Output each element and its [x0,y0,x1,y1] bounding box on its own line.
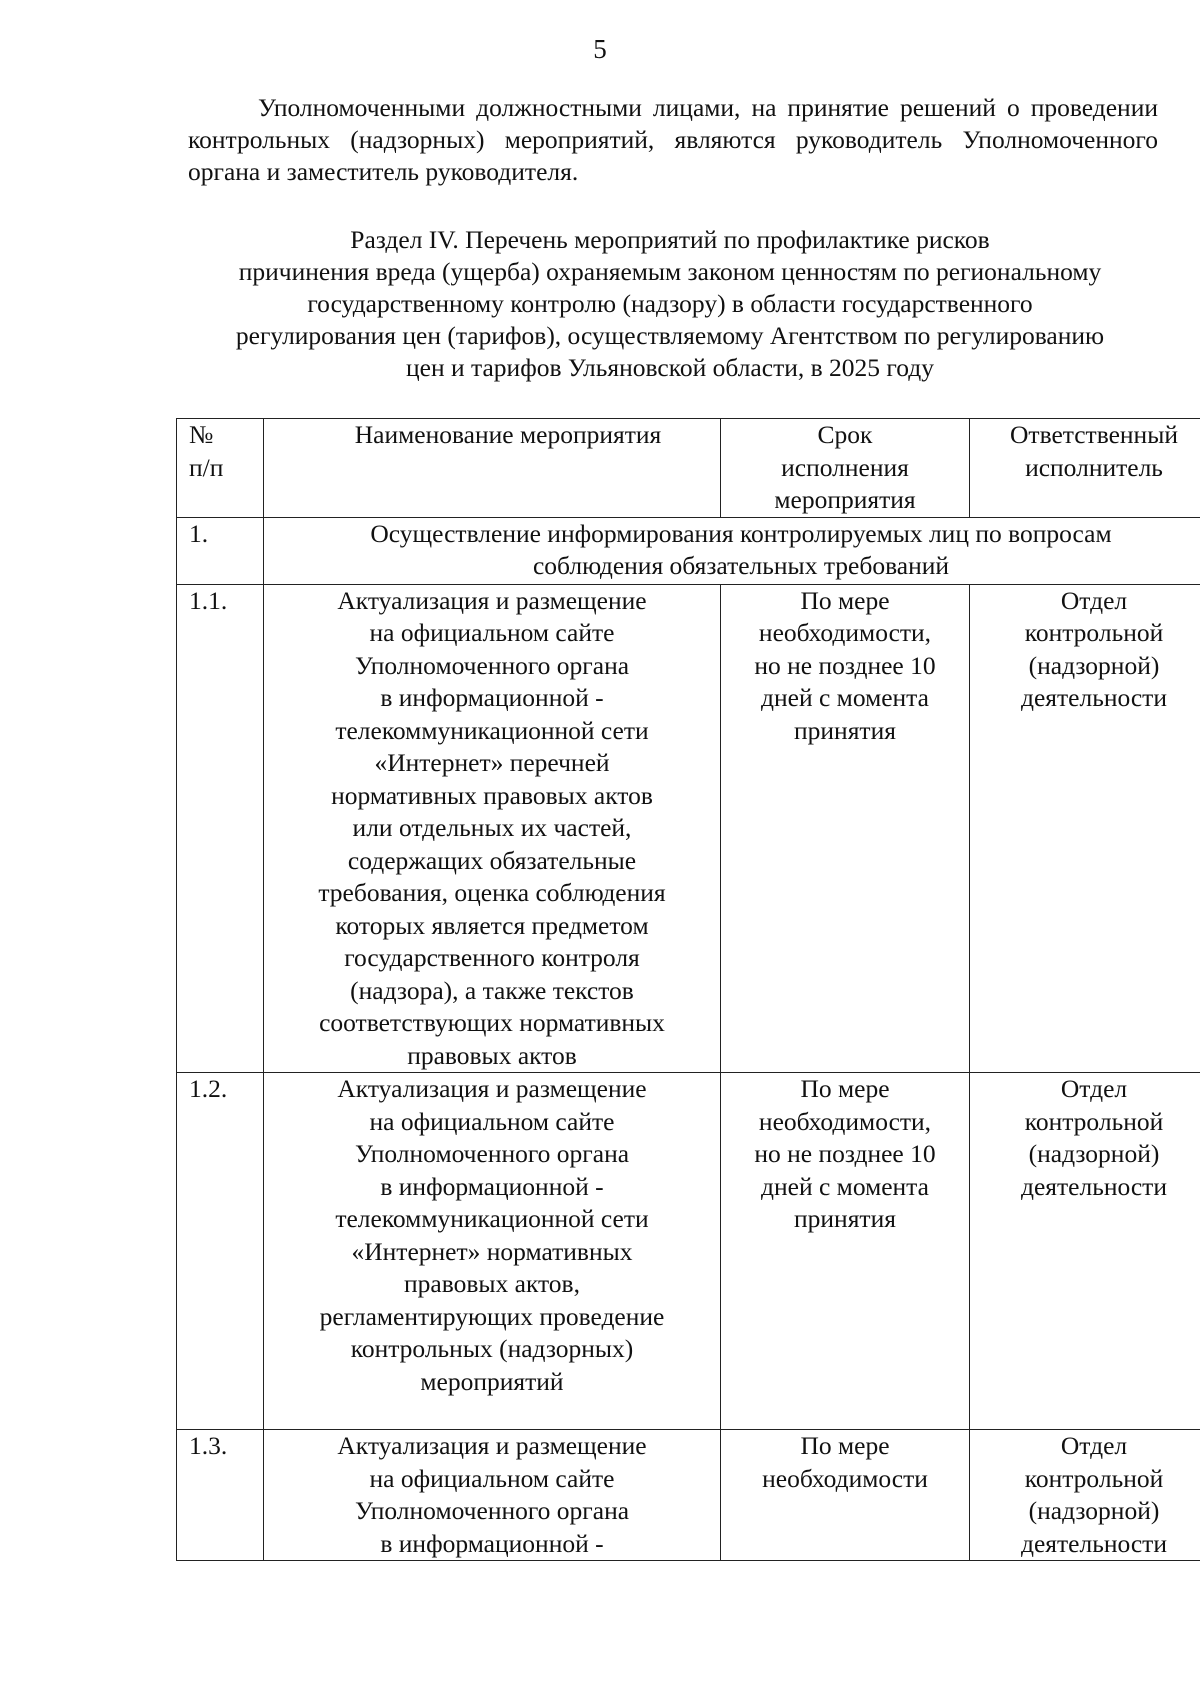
table-row [177,1430,1200,1561]
row-term: По мере необходимости [721,1430,970,1561]
row-term: По мере необходимости, но не позднее 10 дней с момента принятия [721,1073,970,1430]
row-term: По мере необходимости, но не позднее 10 дней с момента принятия [721,584,970,1073]
intro-paragraph [188,92,1158,188]
row-name: Актуализация и размещение на официальном сайте Уполномоченного органа в информационной - телекоммуникационной сети «Интернет» нормативных правовых актов, регламентирующих проведение контрольных (надзорных) мероприятий [264,1073,721,1430]
row-number: 1.3. [177,1430,264,1561]
header-term: Срок исполнения мероприятия [721,419,970,518]
row-number: 1.2. [177,1073,264,1430]
table-row [177,584,1200,1073]
header-name: Наименование мероприятия [264,419,721,518]
row-responsible: Отдел контрольной (надзорной) деятельности [970,1430,1200,1561]
group-title: Осуществление информирования контролируемых лиц по вопросам соблюдения обязательных требований [264,517,1200,584]
header-number: № п/п [177,419,264,518]
header-responsible: Ответственный исполнитель [970,419,1200,518]
section-title: Раздел IV. Перечень мероприятий по профилактике рисков причинения вреда (ущерба) охраняемым законом ценностям по региональному государственному контролю (надзору) в области государственного регулирования цен (тарифов), осуществляемому Агентством по регулированию цен и тарифов Ульяновской области, в 2025 году [235,225,1105,382]
group-row [177,517,1200,584]
row-responsible: Отдел контрольной (надзорной) деятельности [970,1073,1200,1430]
table-header-row [177,419,1200,518]
intro-text: Уполномоченными должностными лицами, на принятие решений о проведении контрольных (надзорных) мероприятий, являются руководитель Уполномоченного органа и заместитель руководителя. [188,93,1158,186]
row-number: 1.1. [177,584,264,1073]
table-row [177,1073,1200,1430]
page-number: 5 [593,34,607,64]
measures-table [176,418,1200,1561]
row-name: Актуализация и размещение на официальном сайте Уполномоченного органа в информационной - [264,1430,721,1561]
row-responsible: Отдел контрольной (надзорной) деятельности [970,584,1200,1073]
group-number: 1. [177,517,264,584]
row-name: Актуализация и размещение на официальном сайте Уполномоченного органа в информационной - телекоммуникационной сети «Интернет» перечней нормативных правовых актов или отдельных их частей, содержащих обязательные требования, оценка соблюдения которых является предметом государственного контроля (надзора), а также текстов соответствующих нормативных правовых актов [264,584,721,1073]
